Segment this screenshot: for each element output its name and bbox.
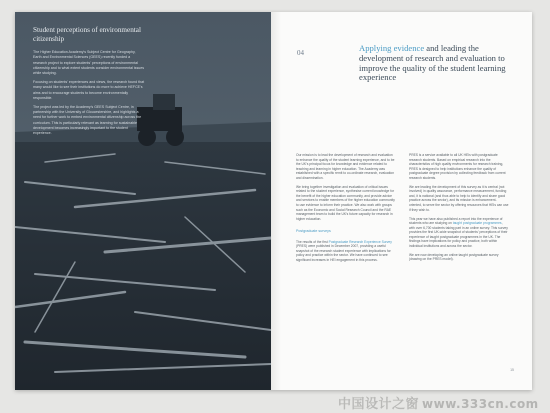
text-column-right <box>409 153 509 266</box>
body-paragraph: Our mission is to lead the development of research and evaluation to enhance the quality of the student learning experience, and to be the UK's principal focus for knowledge and evidence related to teaching and learning in higher education. The Academy was established with a specific remit to co-ordinate research, evaluation and dissemination. <box>296 153 395 180</box>
text-run: The results of the first <box>296 239 329 244</box>
section-heading <box>359 44 524 83</box>
subheading-postgraduate-surveys: Postgraduate surveys <box>296 229 331 234</box>
body-paragraph <box>409 217 509 249</box>
body-paragraph: We are leading the development of this survey as it is central (not involved) in quality assurance, performance measurement, funding and, it is national (and thus able to help to identify and share good practice across the sector), and its mission is enhancement-oriented, to serve the sector by offering resources that HEIs can use if they wish to. <box>409 184 509 212</box>
heading-rest: and leading the development of research and evaluation to improve the quality of the student learning experience <box>359 43 506 83</box>
left-paragraph: The Higher Education Academy's Subject Centre for Geography, Earth and Environmental Sciences (GEES) recently funded a research project to explore students' perceptions of environmental citizenship and to what extent students consider environmental issues while studying. <box>33 50 145 75</box>
text-run: This year we have also published a report into the experience of students who are studying on <box>409 216 503 226</box>
heading-accent: Applying evidence <box>359 43 425 53</box>
text-run: , with over 6,700 students taking part in an online survey. This survey provides the first UK-wide snapshot of students' perceptions of their experience of taught postgraduate programmes in the UK. The findings have implications for policy and practice, both within individual institutions and across the sector. <box>409 221 508 248</box>
link-pres[interactable]: Postgraduate Research Experience Survey <box>328 239 392 244</box>
left-paragraph: Focusing on students' experiences and views, the research found that many would like to see their institutions do more to achieve HEFCE's aims and to encourage students to become environmentally responsible. <box>33 80 145 100</box>
body-paragraph <box>296 240 396 263</box>
left-page-title: Student perceptions of environmental citizenship <box>33 26 141 43</box>
left-page-photo <box>15 12 271 390</box>
body-paragraph: We are now developing an online taught postgraduate survey (drawing on the PRES model). <box>409 252 499 262</box>
link-taught-postgraduate[interactable]: taught postgraduate programmes <box>452 221 502 226</box>
text-run: (PRES) were published in December 2007, providing a useful snapshot of the research student experience with implications for policy and practice within the sector. We have continued to see significant increases in HEI engagement in this process. <box>296 244 391 262</box>
section-number: 04 <box>297 49 304 57</box>
left-page-text <box>33 26 145 140</box>
watermark-cn: 中国设计之窗 <box>338 397 420 412</box>
brochure-spread <box>15 12 532 390</box>
site-watermark <box>338 393 539 412</box>
body-paragraph: We bring together investigation and evaluation of critical issues related to the student experience, synthesise current knowledge for the benefit of the higher education community, and provide advice and services to enable members of the higher education community to use evidence to inform their practice. We also work with groups such as the Economic and Social Research Council and the RAE management team to build the UK's future capacity for research in higher education. <box>296 184 395 221</box>
watermark-url: www.333cn.com <box>422 397 539 411</box>
left-paragraph: The project was led by the Academy's GEES Subject Centre, in partnership with the University of Gloucestershire, and highlights a need for further work to embed environmental citizenship across the curriculum. This is particularly relevant as learning for sustainable development becomes increasingly important to the student experience. <box>33 105 142 136</box>
right-page <box>271 12 532 390</box>
body-paragraph: PRES is a service available to all UK HEIs with postgraduate research students. Based on empirical research into the characteristics of high quality environments for research training, PRES is designed to help institutions enhance the quality of postgraduate degree provision by collecting feedback from current research students. <box>409 153 506 180</box>
text-column-left <box>296 153 396 267</box>
page-folio: 15 <box>510 368 514 372</box>
